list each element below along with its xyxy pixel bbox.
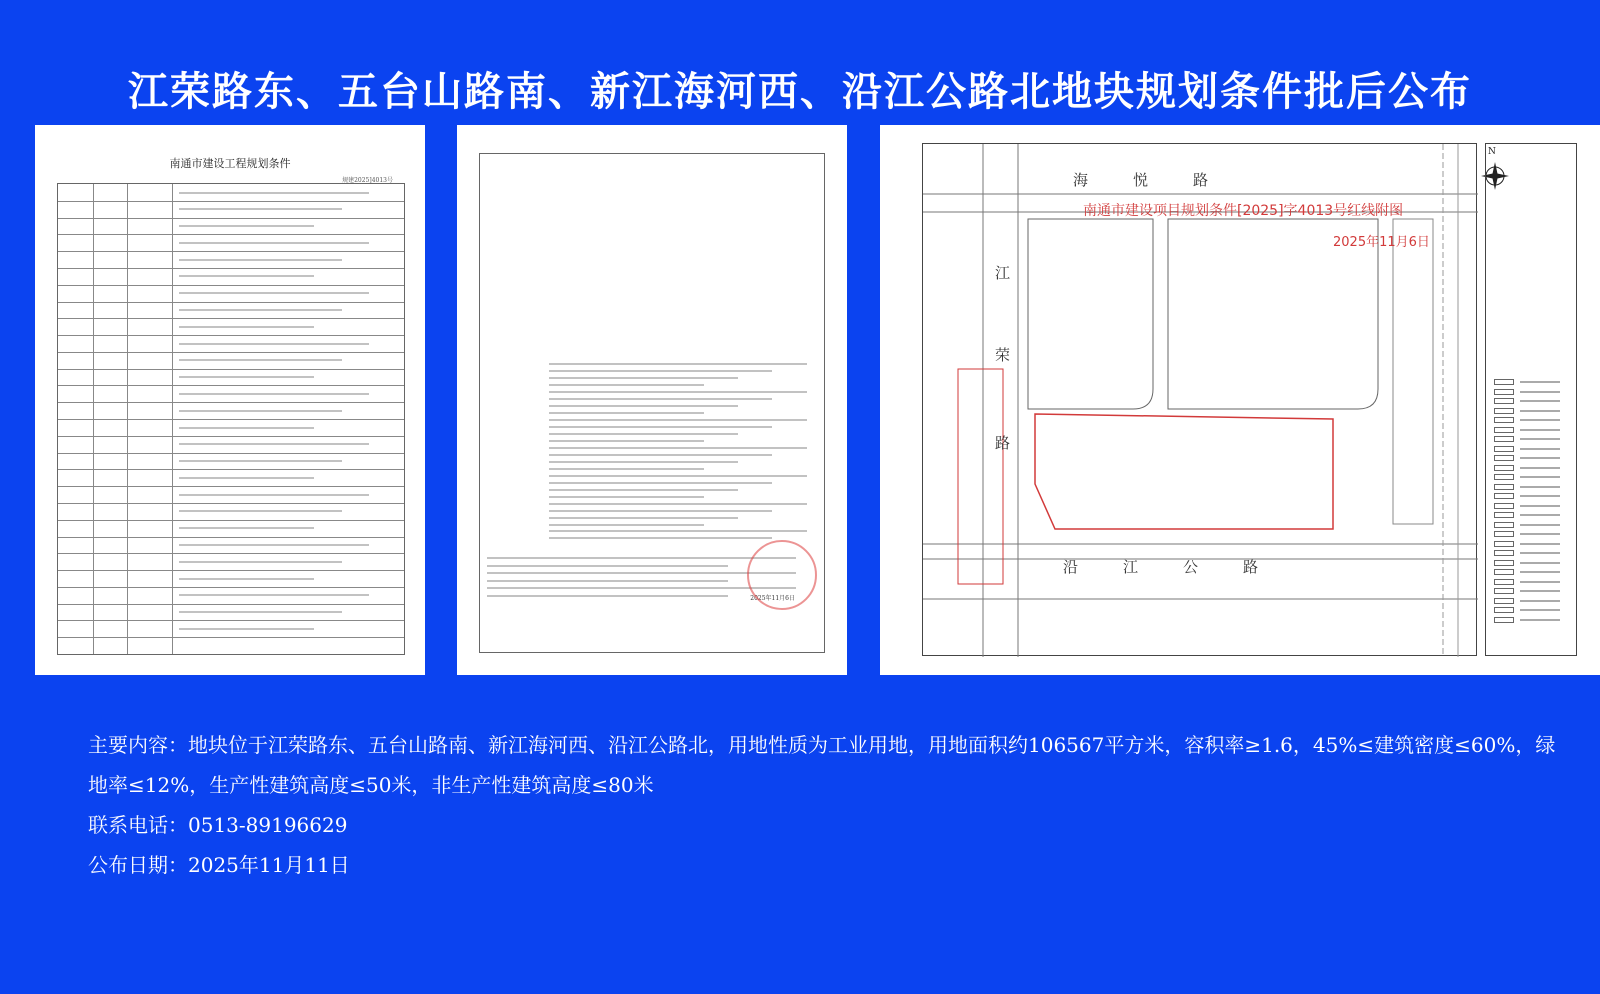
text-line bbox=[549, 440, 704, 442]
document-heading: 南通市建设工程规划条件 bbox=[169, 157, 291, 170]
text-line bbox=[487, 580, 728, 582]
text-line bbox=[179, 292, 369, 294]
legend-swatch bbox=[1494, 493, 1514, 499]
legend-swatch bbox=[1494, 560, 1514, 566]
table-rule bbox=[58, 335, 404, 336]
text-line bbox=[549, 468, 704, 470]
table-rule bbox=[58, 469, 404, 470]
table-rule bbox=[93, 184, 94, 654]
north-label: N bbox=[1488, 147, 1496, 157]
text-line bbox=[179, 259, 342, 261]
text-line bbox=[549, 537, 773, 539]
text-line bbox=[179, 611, 342, 613]
table-rule bbox=[58, 503, 404, 504]
legend-text-line bbox=[1520, 552, 1560, 554]
map-legend bbox=[1485, 143, 1577, 656]
text-line bbox=[179, 594, 369, 596]
table-rule bbox=[58, 570, 404, 571]
legend-text-line bbox=[1520, 619, 1560, 621]
legend-text-line bbox=[1520, 448, 1560, 450]
road-label-yanjiang: 沿 江 公 路 bbox=[1063, 558, 1259, 576]
table-rule bbox=[58, 620, 404, 621]
text-line bbox=[549, 482, 773, 484]
text-line bbox=[179, 326, 314, 328]
text-line bbox=[549, 384, 704, 386]
road-label-haiyue: 海 悦 路 bbox=[1073, 171, 1209, 189]
table-rule bbox=[58, 201, 404, 202]
legend-swatch bbox=[1494, 531, 1514, 537]
text-line bbox=[179, 343, 369, 345]
text-line bbox=[179, 192, 369, 194]
conditions-table bbox=[57, 183, 405, 655]
table-rule bbox=[58, 352, 404, 353]
legend-swatch bbox=[1494, 522, 1514, 528]
table-rule bbox=[58, 302, 404, 303]
table-rule bbox=[58, 268, 404, 269]
text-line bbox=[179, 494, 369, 496]
road-label-jiangrong-2: 荣 bbox=[995, 346, 1011, 364]
legend-text-line bbox=[1520, 581, 1560, 583]
page-title: 江荣路东、五台山路南、新江海河西、沿江公路北地块规划条件批后公布 bbox=[128, 69, 1472, 115]
text-line bbox=[549, 517, 738, 519]
legend-swatch bbox=[1494, 579, 1514, 585]
text-line bbox=[549, 489, 738, 491]
legend-text-line bbox=[1520, 486, 1560, 488]
legend-text-line bbox=[1520, 457, 1560, 459]
legend-swatch bbox=[1494, 598, 1514, 604]
legend-text-line bbox=[1520, 514, 1560, 516]
text-line bbox=[549, 454, 773, 456]
table-rule bbox=[58, 604, 404, 605]
text-line bbox=[549, 447, 807, 449]
legend-text-line bbox=[1520, 562, 1560, 564]
table-rule bbox=[58, 553, 404, 554]
legend-swatch bbox=[1494, 484, 1514, 490]
road-label-jiangrong-1: 江 bbox=[995, 264, 1011, 282]
text-line bbox=[549, 412, 704, 414]
legend-swatch bbox=[1494, 379, 1514, 385]
text-line bbox=[179, 427, 314, 429]
text-line bbox=[179, 561, 342, 563]
legend-text-line bbox=[1520, 524, 1560, 526]
legend-swatch bbox=[1494, 436, 1514, 442]
map-caption: 南通市建设项目规划条件[2025]字4013号红线附图 bbox=[1083, 203, 1404, 219]
text-line bbox=[179, 578, 314, 580]
text-line bbox=[179, 208, 342, 210]
legend-text-line bbox=[1520, 391, 1560, 393]
text-line bbox=[179, 510, 342, 512]
text-line bbox=[549, 475, 807, 477]
publish-date: 公布日期：2025年11月11日 bbox=[88, 853, 350, 877]
legend-swatch bbox=[1494, 541, 1514, 547]
text-line bbox=[179, 242, 369, 244]
table-rule bbox=[58, 453, 404, 454]
text-line bbox=[179, 527, 314, 529]
legend-text-line bbox=[1520, 400, 1560, 402]
legend-swatch bbox=[1494, 446, 1514, 452]
road-label-jiangrong-3: 路 bbox=[995, 434, 1011, 452]
text-line bbox=[179, 359, 342, 361]
map-frame bbox=[922, 143, 1477, 656]
text-line bbox=[549, 524, 704, 526]
legend-text-line bbox=[1520, 609, 1560, 611]
text-line bbox=[549, 398, 773, 400]
legend-swatch bbox=[1494, 427, 1514, 433]
table-rule bbox=[58, 318, 404, 319]
text-line bbox=[549, 370, 773, 372]
legend-swatch bbox=[1494, 474, 1514, 480]
legend-text-line bbox=[1520, 476, 1560, 478]
text-line bbox=[179, 460, 342, 462]
redline-map[interactable] bbox=[880, 125, 1600, 675]
text-line bbox=[179, 544, 369, 546]
text-line bbox=[549, 433, 738, 435]
legend-swatch bbox=[1494, 503, 1514, 509]
legend-swatch bbox=[1494, 550, 1514, 556]
text-line bbox=[179, 376, 314, 378]
table-rule bbox=[58, 486, 404, 487]
site-plan-drawing bbox=[923, 144, 1478, 657]
legend-text-line bbox=[1520, 419, 1560, 421]
legend-swatch bbox=[1494, 398, 1514, 404]
table-rule bbox=[58, 520, 404, 521]
legend-swatch bbox=[1494, 512, 1514, 518]
text-line bbox=[179, 275, 314, 277]
text-line bbox=[549, 419, 807, 421]
text-line bbox=[549, 426, 773, 428]
legend-swatch bbox=[1494, 607, 1514, 613]
legend-text-line bbox=[1520, 505, 1560, 507]
text-line bbox=[179, 225, 314, 227]
text-line bbox=[549, 461, 738, 463]
text-line bbox=[549, 391, 807, 393]
legend-text-line bbox=[1520, 533, 1560, 535]
legend-swatch bbox=[1494, 389, 1514, 395]
legend-swatch bbox=[1494, 408, 1514, 414]
legend-text-line bbox=[1520, 467, 1560, 469]
legend-swatch bbox=[1494, 569, 1514, 575]
text-line bbox=[179, 309, 342, 311]
table-rule bbox=[58, 436, 404, 437]
legend-swatch bbox=[1494, 417, 1514, 423]
table-rule bbox=[58, 402, 404, 403]
legend-swatch bbox=[1494, 588, 1514, 594]
text-line bbox=[549, 530, 807, 532]
legend-swatch bbox=[1494, 465, 1514, 471]
table-rule bbox=[172, 184, 173, 654]
legend-text-line bbox=[1520, 495, 1560, 497]
map-date: 2025年11月6日 bbox=[1333, 235, 1430, 250]
document-page-2[interactable] bbox=[457, 125, 847, 675]
table-rule bbox=[58, 234, 404, 235]
text-line bbox=[179, 410, 342, 412]
table-rule bbox=[58, 419, 404, 420]
text-line bbox=[549, 510, 773, 512]
text-line bbox=[179, 443, 369, 445]
text-line bbox=[549, 377, 738, 379]
table-rule bbox=[58, 385, 404, 386]
official-seal bbox=[747, 540, 817, 610]
legend-swatch bbox=[1494, 617, 1514, 623]
main-content-text: 主要内容：地块位于江荣路东、五台山路南、新江海河西、沿江公路北，用地性质为工业用地，用地面积约106567平方米，容积率≥1.6，45%≤建筑密度≤60%，绿地率≤12%，生产性建筑高度≤50米，非生产性建筑高度≤80米 bbox=[88, 733, 1556, 797]
document-page-1[interactable] bbox=[35, 125, 425, 675]
table-rule bbox=[58, 285, 404, 286]
legend-text-line bbox=[1520, 438, 1560, 440]
table-rule bbox=[58, 218, 404, 219]
text-line bbox=[179, 477, 314, 479]
table-rule bbox=[58, 369, 404, 370]
text-line bbox=[549, 363, 807, 365]
legend-text-line bbox=[1520, 543, 1560, 545]
text-line bbox=[179, 628, 314, 630]
text-line bbox=[549, 496, 704, 498]
legend-text-line bbox=[1520, 410, 1560, 412]
legend-text-line bbox=[1520, 590, 1560, 592]
table-rule bbox=[58, 637, 404, 638]
text-line bbox=[549, 503, 807, 505]
contact-phone: 联系电话：0513-89196629 bbox=[88, 813, 348, 837]
text-line bbox=[179, 393, 369, 395]
table-rule bbox=[127, 184, 128, 654]
legend-text-line bbox=[1520, 600, 1560, 602]
table-rule bbox=[58, 587, 404, 588]
text-line bbox=[487, 595, 728, 597]
document-date: 2025年11月6日 bbox=[750, 595, 795, 602]
document-number: 规建2025]4013号 bbox=[342, 177, 393, 184]
legend-swatch bbox=[1494, 455, 1514, 461]
legend-text-line bbox=[1520, 429, 1560, 431]
table-rule bbox=[58, 251, 404, 252]
legend-text-line bbox=[1520, 381, 1560, 383]
text-line bbox=[549, 405, 738, 407]
legend-text-line bbox=[1520, 571, 1560, 573]
table-rule bbox=[58, 537, 404, 538]
text-line bbox=[487, 565, 728, 567]
